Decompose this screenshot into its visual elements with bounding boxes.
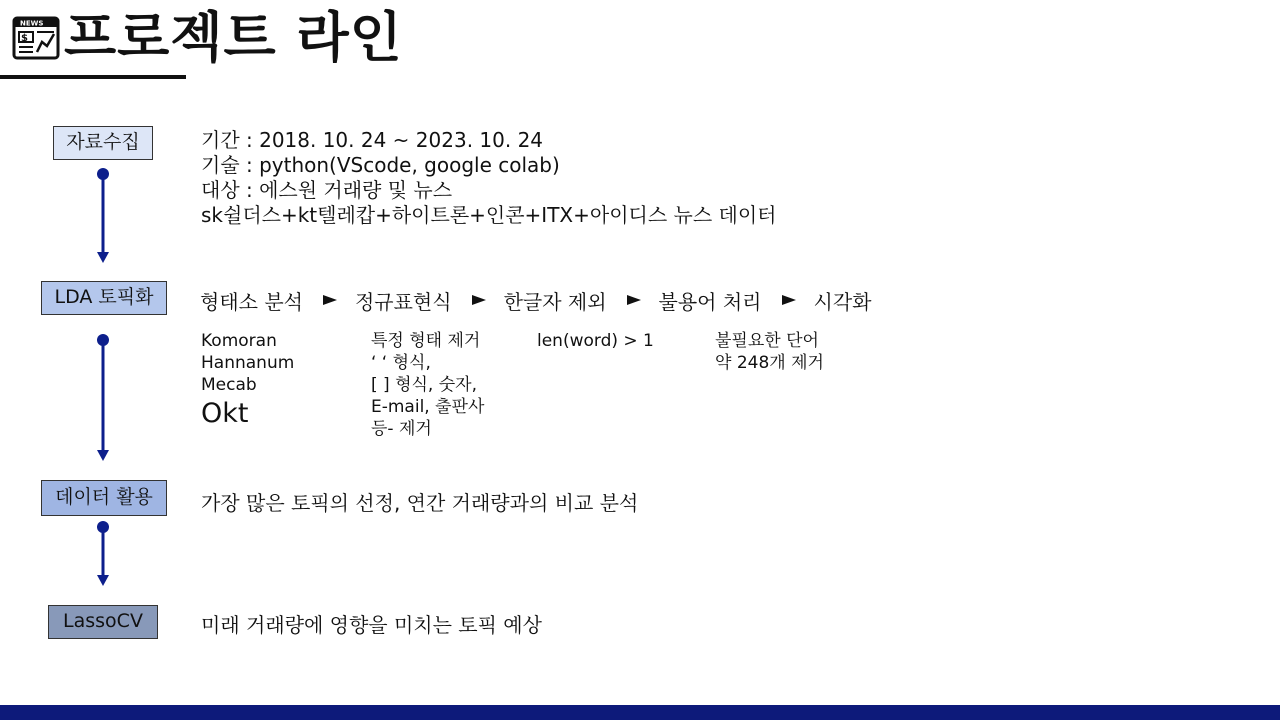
newspaper-icon-label: NEWS: [20, 19, 44, 28]
step-lda-topic: LDA 토픽화: [41, 281, 167, 315]
pipeline-stage-stopwords: 불용어 처리: [658, 289, 762, 314]
pipeline-stage-morph: 형태소 분석: [200, 289, 303, 314]
collection-details: [201, 128, 776, 228]
step-data-usage: 데이터 활용: [41, 480, 167, 516]
connector-arrow-1: [92, 166, 114, 266]
list-item: 불필요한 단어: [715, 331, 819, 351]
list-item: [ ] 형식, 숫자,: [371, 375, 477, 395]
list-item: 특정 형태 제거: [371, 331, 481, 351]
title-underline: [0, 75, 186, 79]
pipeline-arrow-icon: [323, 295, 337, 305]
footer-bar: [0, 705, 1280, 720]
step-data-collection: 자료수집: [53, 126, 153, 160]
list-item: Komoran: [201, 331, 277, 351]
collection-tech: 기술 : python(VScode, google colab): [201, 153, 560, 177]
newspaper-icon: [12, 12, 60, 60]
regex-notes: [371, 330, 484, 440]
list-item: Hannanum: [201, 353, 295, 373]
list-item: ‘ ‘ 형식,: [371, 353, 431, 373]
svg-text:$: $: [21, 33, 28, 44]
collection-period: 기간 : 2018. 10. 24 ~ 2023. 10. 24: [201, 128, 544, 152]
page-title: 프로젝트 라인: [64, 6, 403, 69]
lassocv-detail: 미래 거래량에 영향을 미치는 토픽 예상: [201, 613, 542, 637]
pipeline-arrow-icon: [782, 295, 796, 305]
single-char-rule: [537, 330, 654, 352]
list-item: 약 248개 제거: [715, 353, 824, 373]
list-item: Mecab: [201, 375, 257, 395]
list-item: E-mail, 출판사: [371, 397, 485, 417]
lda-pipeline: [200, 287, 871, 313]
connector-arrow-3: [92, 519, 114, 589]
list-item: 등- 제거: [371, 419, 432, 439]
pipeline-stage-regex: 정규표현식: [354, 289, 452, 314]
pipeline-arrow-icon: [627, 295, 641, 305]
collection-target: 대상 : 에스원 거래량 및 뉴스: [201, 178, 453, 202]
list-item-selected: Okt: [201, 398, 249, 429]
data-usage-detail: 가장 많은 토픽의 선정, 연간 거래량과의 비교 분석: [201, 491, 639, 515]
pipeline-stage-single-char: 한글자 제외: [503, 289, 607, 314]
list-item: len(word) > 1: [537, 331, 654, 351]
connector-arrow-2: [92, 332, 114, 464]
morph-analyzers-list: [201, 330, 294, 432]
pipeline-arrow-icon: [472, 295, 486, 305]
stopword-notes: [715, 330, 824, 374]
step-lassocv: LassoCV: [48, 605, 158, 639]
pipeline-stage-visualize: 시각화: [813, 289, 872, 314]
collection-news-sources: sk쉴더스+kt텔레캅+하이트론+인콘+ITX+아이디스 뉴스 데이터: [201, 203, 777, 227]
